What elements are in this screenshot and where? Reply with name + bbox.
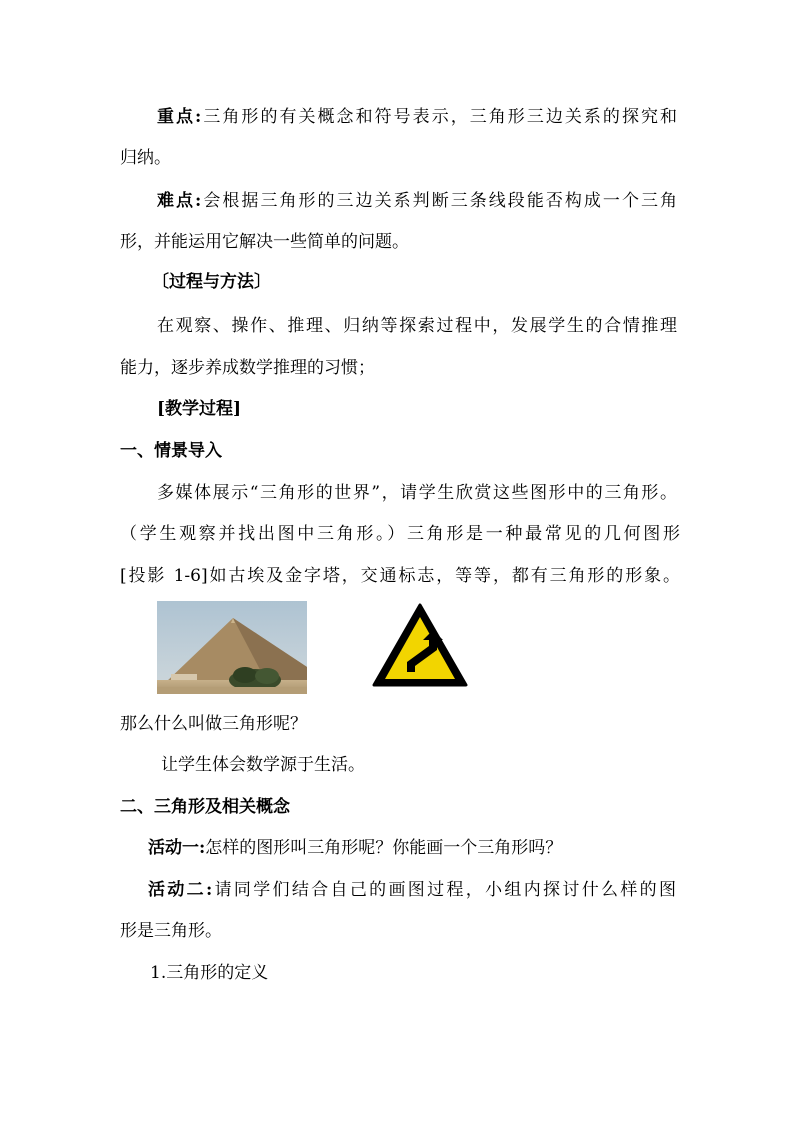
key-point-line-2: 归纳。 <box>120 148 171 168</box>
process-paragraph-line-1: 在观察、操作、推理、归纳等探索过程中，发展学生的合情推理 <box>157 316 677 336</box>
activity-2-text-1: 请同学们结合自己的画图过程，小组内探讨什么样的图 <box>212 880 676 900</box>
intro-paragraph-line-1: 多媒体展示“三角形的世界”，请学生欣赏这些图形中的三角形。 <box>157 483 677 503</box>
activity-1-label: 活动一: <box>148 838 206 858</box>
section-1-title: 一、情景导入 <box>120 441 222 461</box>
activity-1-text: 怎样的图形叫三角形呢？你能画一个三角形吗？ <box>205 838 563 858</box>
pyramid-photo <box>157 601 307 694</box>
difficulty-line-2: 形，并能运用它解决一些简单的问题。 <box>120 232 409 252</box>
process-paragraph-line-2: 能力，逐步养成数学推理的习惯； <box>120 358 375 378</box>
question-line: 那么什么叫做三角形呢？ <box>120 714 307 734</box>
triangle-definition-item: 1.三角形的定义 <box>150 963 269 983</box>
process-method-heading: 〔过程与方法〕 <box>152 272 271 292</box>
activity-2-label: 活动二: <box>148 880 213 900</box>
key-point-line-1 <box>157 105 677 129</box>
intro-paragraph-line-3: [投影 1-6]如古埃及金字塔，交通标志，等等，都有三角形的形象。 <box>120 566 680 586</box>
turn-warning-sign-icon <box>371 602 469 688</box>
difficulty-label: 难点: <box>157 191 202 211</box>
activity-2-line-2: 形是三角形。 <box>120 921 222 941</box>
difficulty-text-1: 会根据三角形的三边关系判断三条线段能否构成一个三角 <box>201 191 678 211</box>
key-point-text-1: 三角形的有关概念和符号表示，三角形三边关系的探究和 <box>201 107 678 127</box>
activity-1-line <box>148 836 708 860</box>
teaching-process-heading: [教学过程] <box>157 399 242 419</box>
life-math-line: 让学生体会数学源于生活。 <box>161 755 365 775</box>
section-2-title: 二、三角形及相关概念 <box>120 797 290 817</box>
key-point-label: 重点: <box>157 107 202 127</box>
activity-2-line-1 <box>148 878 676 902</box>
difficulty-line-1 <box>157 189 677 213</box>
intro-paragraph-line-2: （学生观察并找出图中三角形。）三角形是一种最常见的几何图形 <box>120 524 680 544</box>
